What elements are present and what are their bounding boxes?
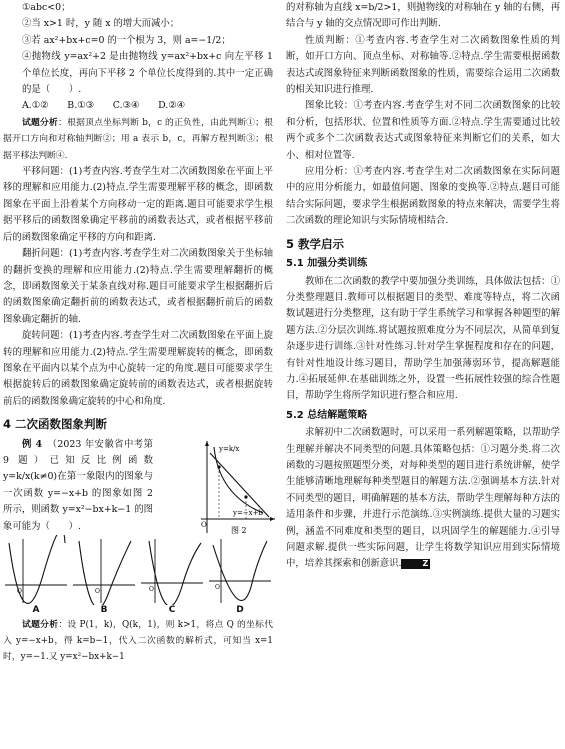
- question-item-3: ③若 ax²+bx+c=0 的一个根为 3，则 a=−1/2；: [22, 34, 231, 46]
- y-axis-arrow: [205, 441, 209, 446]
- option-d: [207, 535, 273, 617]
- analysis-text: ：根据顶点坐标判断 b，c 的正负性，由此判断①；根据开口方向和对称轴判断②；用 a 表示 b，c，再解方程判断③；根据平移法判断④.: [3, 117, 273, 161]
- figure-2: [195, 437, 279, 537]
- example-4-analysis: [3, 617, 273, 666]
- analysis-continuation: 的对称轴为直线 x=b/2>1，则抛物线的对称轴在 y 轴的右侧，再结合与 y 轴的交点情况即可作出判断.: [286, 2, 560, 30]
- option-a-graph: [3, 535, 69, 605]
- example-4-block: [3, 437, 273, 533]
- option-c-label: C: [168, 604, 176, 615]
- svg-text:O: O: [95, 587, 100, 595]
- flip-paragraph: 翻折问题：(1)考查内容.考查学生对二次函数图象关于坐标轴的翻折变换的理解和应用能力.(2)特点.学生需要理解翻折的概念，即函数图象关于某条直线对称.题目可能要求学生根据翻折后的函数图象确定翻折前的函数表达式，或者根据翻折前后的函数图象确定翻折的轴.: [3, 248, 273, 325]
- svg-text:O: O: [149, 585, 154, 593]
- bottom-analysis-text: ：设 P(1，k)，Q(k，1)，则 k>1，将点 Q 的坐标代入 y=−x+b，得 k=b−1，代入二次函数的解析式，可知当 x=1 时，y=−1.又 y=x²−bx+k−1: [3, 619, 273, 663]
- option-a-label: A: [32, 604, 40, 615]
- curve-label: y=k/x: [219, 444, 240, 453]
- figure-2-graph: [195, 437, 279, 537]
- example-4-text: [3, 437, 153, 535]
- svg-text:O: O: [17, 587, 22, 595]
- option-b: [71, 535, 137, 617]
- section-5-2-text: 求解初中二次函数题时，可以采用一系列解题策略，以帮助学生理解并解决不同类型的问题.具体策略包括：①习题分类.将二次函数的习题按照题型分类，对每种类型的题目进行系统讲解，使学生能够清晰地理解每种类型题目的解题方法.②强调基本方法.针对不同类型的题目，明确解题的基本方法，帮助学生理解每种方法的适用条件和步骤，并进行示范演练.③实例演练.提供大量的习题实例，涵盖不同难度和类型的题目，以巩固学生的解题能力.④引导问题求解.提供一些实际问题，让学生将数学知识应用到实际情境中，培养其探索和创新意识.: [286, 427, 560, 570]
- analysis-label: 试题分析: [22, 117, 59, 128]
- analysis-hint: [3, 115, 273, 164]
- right-column: [286, 0, 560, 573]
- answer-choices: A.①② B.①③ C.③④ D.②④: [22, 100, 186, 112]
- compare-paragraph: 图象比较：①考查内容.考查学生对不同二次函数图象的比较和分析，包括形状、位置和性质等方面.②特点.学生需要通过比较两个或多个二次函数表达式或图象特征来判断它们的关系，如大小、相对位置等.: [286, 100, 560, 161]
- line-label: y=−x+b: [233, 508, 263, 517]
- option-d-label: D: [236, 604, 244, 615]
- option-c-graph: [139, 535, 205, 605]
- section-5-2-heading: 5.2 总结解题策略: [286, 409, 368, 421]
- end-mark: Z: [401, 559, 430, 569]
- option-b-label: B: [100, 604, 108, 615]
- example-4-body: （2023 年安徽省中考第 9 题）已知反比例函数 y=k/x(k≠0)在第一象限内的图象与一次函数 y=−x+b 的图象如图 2 所示，则函数 y=x²−bx+k−1 的图象可能为（ ）.: [3, 438, 153, 532]
- question-item-2: ②当 x>1 时，y 随 x 的增大而减小；: [22, 18, 180, 30]
- option-a: [3, 535, 69, 617]
- section-5-heading: 5 教学启示: [286, 236, 345, 251]
- translation-paragraph: 平移问题：(1)考查内容.考查学生对二次函数图象在平面上平移的理解和应用能力.(2)特点.学生需要理解平移的概念，即函数图象在平面上沿着某个方向移动一定的距离.题目可能要求学生根据平移后的函数图象确定平移前的函数表达式，或者根据平移前后的函数图象确定平移的方向和距离.: [3, 166, 273, 243]
- section-4-heading: 4 二次函数图象判断: [3, 417, 108, 432]
- option-b-graph: [71, 535, 137, 605]
- option-graphs: [3, 535, 273, 617]
- left-column: [3, 0, 273, 666]
- rotation-paragraph: 旋转问题：(1)考查内容.考查学生对二次函数图象在平面上旋转的理解和应用能力.(2)特点.学生需要理解旋转的概念，即函数图象在平面内以某个点为中心旋转一定的角度.题目可能要求学生根据旋转后的函数图象确定旋转前的函数表达式，或者根据旋转前后的函数图象确定旋转的中心和角度.: [3, 330, 273, 407]
- section-5-1-paragraph: 教师在二次函数的教学中要加强分类训练，具体做法包括：①分类整理题目.教师可以根据题目的类型、难度等特点，将二次函数试题进行分类整理，这有助于学生系统学习和掌握各种题型的解题方法.②分层次训练.将试题按照难度分为不同层次，从简单到复杂逐步进行训练.③针对性练习.针对学生掌握程度和存在的问题，有针对性地设计练习题目，帮助学生加强薄弱环节，提高解题能力.④拓展延伸.在基础训练之外，设置一些拓展性较强的综合性题目，帮助学生将所学知识进行整合和应用.: [286, 275, 560, 402]
- option-c: [139, 535, 205, 617]
- x-axis-arrow: [270, 517, 275, 521]
- application-paragraph: 应用分析：①考查内容.考查学生对二次函数图象在实际问题中的应用分析能力，如最值问题、图象的变换等.②特点.题目可能结合实际问题，要求学生根据函数图象的特点来解决，需要学生将二次函数的理论知识与实际情境相结合.: [286, 166, 560, 227]
- origin-label: O: [201, 520, 207, 529]
- option-b-curve: [79, 541, 131, 605]
- figure-2-caption: 图 2: [231, 525, 247, 535]
- question-item-1: ①abc<0；: [22, 2, 71, 13]
- option-c-curve: [149, 541, 201, 605]
- property-paragraph: 性质判断：①考查内容.考查学生对二次函数图象性质的判断，如开口方向、顶点坐标、对称轴等.②特点.学生需要根据函数表达式或图象特征来判断函数图象的性质，需要综合运用二次函数的相关知识进行推理.: [286, 34, 560, 96]
- option-d-graph: [207, 535, 273, 605]
- section-5-2-paragraph: [286, 425, 560, 573]
- example-label: 例 4: [22, 438, 43, 450]
- question-item-4: ④抛物线 y=ax²+2 是由抛物线 y=ax²+bx+c 向左平移 1 个单位长度，再向下平移 2 个单位长度得到的.其中一定正确的是（ ）.: [22, 51, 273, 96]
- svg-text:O: O: [215, 583, 220, 591]
- section-5-1-heading: 5.1 加强分类训练: [286, 258, 368, 270]
- bottom-analysis-label: 试题分析: [22, 619, 59, 630]
